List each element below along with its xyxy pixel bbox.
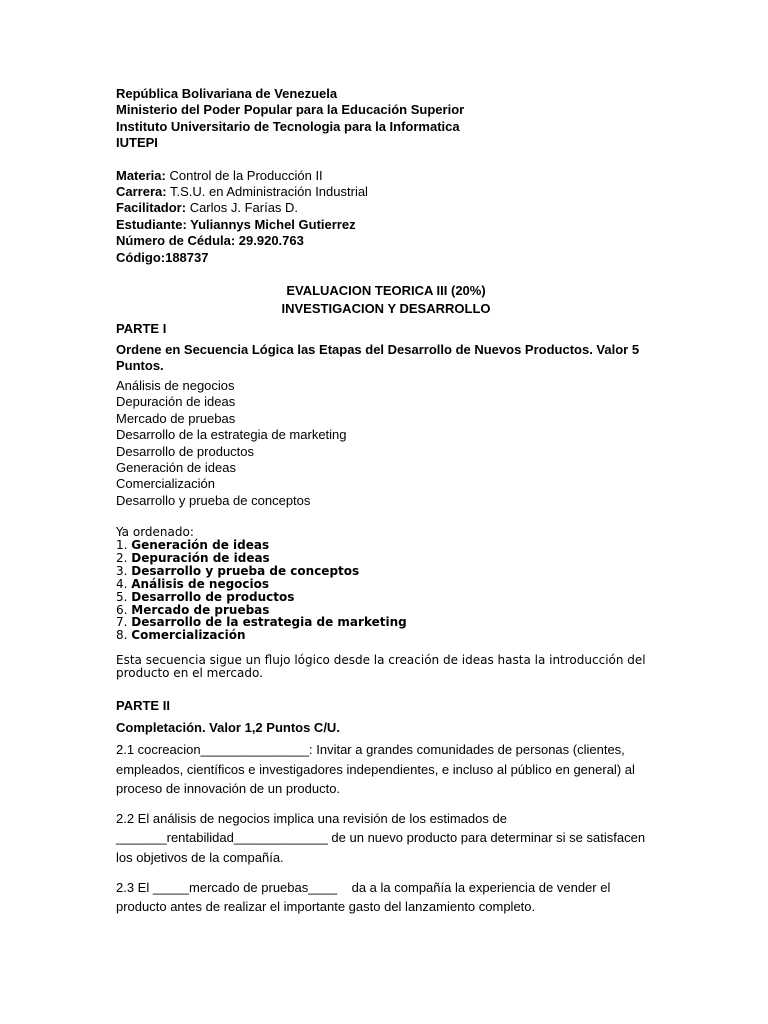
ordered-block [116, 526, 656, 680]
ordered-text: Generación de ideas [131, 538, 270, 553]
ordered-text: Depuración de ideas [131, 550, 270, 565]
parte-1-instruction-line-1: Ordene en Secuencia Lógica las Etapas del Desarrollo de Nuevos Productos. Valor 5 [116, 342, 640, 358]
facilitador-line [116, 200, 656, 216]
materia-value: Control de la Producción II [165, 167, 323, 183]
note-line-1: Esta secuencia sigue un flujo lógico desde la creación de ideas hasta la introducción del [116, 653, 646, 668]
parte-2-instruction: Completación. Valor 1,2 Puntos C/U. [116, 720, 340, 736]
ordered-text: Análisis de negocios [131, 576, 270, 591]
ordered-num: 5. [116, 589, 132, 604]
parte-1-section [116, 320, 656, 680]
question-2-3-line-2: producto antes de realizar el importante gasto del lanzamiento completo. [116, 899, 536, 915]
unordered-list [116, 378, 656, 509]
ordered-text: Desarrollo y prueba de conceptos [131, 563, 360, 578]
ordered-text: Desarrollo de productos [131, 589, 295, 604]
ordered-text: Comercialización [131, 628, 246, 643]
info-block [116, 168, 656, 266]
parte-1-heading: PARTE I [116, 321, 167, 337]
list-item: Desarrollo y prueba de conceptos [116, 492, 311, 508]
ordered-num: 8. [116, 628, 132, 643]
acronym-line: IUTEPI [116, 135, 158, 151]
ordered-text: Mercado de pruebas [131, 602, 270, 617]
estudiante-line: Estudiante: Yuliannys Michel Gutierrez [116, 216, 356, 232]
header-block [116, 86, 656, 152]
title-line-2: INVESTIGACION Y DESARROLLO [281, 301, 491, 317]
question-2-2-line-2: _______rentabilidad_____________ de un nuevo producto para determinar si se satisfacen [116, 830, 646, 846]
ordered-text: Desarrollo de la estrategia de marketing [131, 615, 407, 630]
cedula-line: Número de Cédula: 29.920.763 [116, 233, 304, 249]
ordered-num: 1. [116, 538, 132, 553]
ordered-num: 4. [116, 576, 132, 591]
facilitador-value: Carlos J. Farías D. [186, 200, 299, 216]
materia-label: Materia: [116, 167, 166, 183]
question-2-1-line-1: 2.1 cocreacion_______________: Invitar a grandes comunidades de personas (clientes, [116, 742, 625, 758]
ordered-num: 7. [116, 615, 132, 630]
ordered-num: 6. [116, 602, 132, 617]
question-2-2-line-3: los objetivos de la compañía. [116, 850, 284, 866]
institute-line: Instituto Universitario de Tecnologia para la Informatica [116, 118, 460, 134]
question-2-1-line-2: empleados, científicos e investigadores independientes, e incluso al público en general) al [116, 761, 635, 777]
question-2-1 [116, 740, 656, 799]
list-item: Mercado de pruebas [116, 410, 236, 426]
parte-2-section [116, 697, 656, 917]
parte-2-heading: PARTE II [116, 698, 170, 714]
list-item: Depuración de ideas [116, 394, 236, 410]
title-block [116, 282, 656, 318]
document-page [116, 86, 656, 917]
ordered-num: 3. [116, 563, 132, 578]
ordered-num: 2. [116, 550, 132, 565]
codigo-line: Código:188737 [116, 249, 209, 265]
carrera-label: Carrera: [116, 184, 167, 200]
country-line: República Bolivariana de Venezuela [116, 86, 338, 101]
note-line-2: producto en el mercado. [116, 666, 263, 681]
list-item: Comercialización [116, 476, 215, 492]
ordered-item [116, 629, 656, 642]
materia-line [116, 168, 656, 184]
ministry-line: Ministerio del Poder Popular para la Educación Superior [116, 102, 465, 118]
parte-1-instruction-line-2: Puntos. [116, 358, 164, 374]
list-item: Análisis de negocios [116, 377, 235, 393]
list-item: Desarrollo de productos [116, 443, 255, 459]
question-2-2 [116, 809, 656, 868]
question-2-3 [116, 878, 656, 917]
question-2-1-line-3: proceso de innovación de un producto. [116, 781, 341, 797]
question-2-3-line-1: 2.3 El _____mercado de pruebas____ da a la compañía la experiencia de vender el [116, 879, 611, 895]
carrera-line [116, 184, 656, 200]
question-2-2-line-1: 2.2 El análisis de negocios implica una revisión de los estimados de [116, 810, 507, 826]
title-line-1: EVALUACION TEORICA III (20%) [286, 283, 486, 299]
list-item: Desarrollo de la estrategia de marketing [116, 427, 347, 443]
carrera-value: T.S.U. en Administración Industrial [166, 184, 368, 200]
ordered-label: Ya ordenado: [116, 525, 194, 540]
list-item: Generación de ideas [116, 459, 236, 475]
facilitador-label: Facilitador: [116, 200, 187, 216]
